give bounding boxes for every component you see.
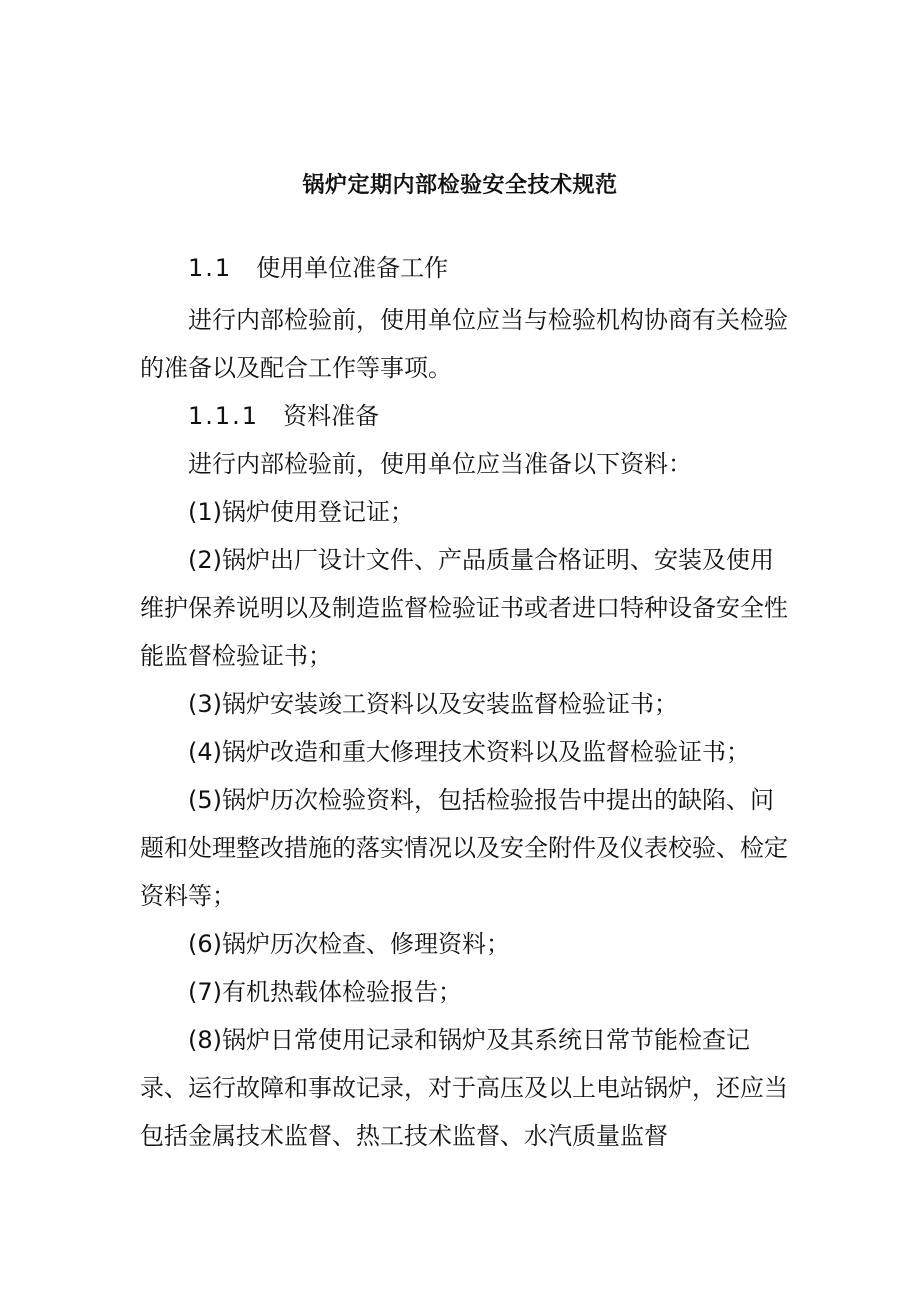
section-heading-1-1 <box>140 244 790 292</box>
section-title: 资料准备 <box>283 402 380 430</box>
section-number: 1.1.1 <box>188 402 260 430</box>
list-item: (3)锅炉安装竣工资料以及安装监督检验证书； <box>188 690 678 718</box>
list-item: (1)锅炉使用登记证； <box>188 498 414 526</box>
list-item: (5)锅炉历次检验资料，包括检验报告中提出的缺陷、问题和处理整改措施的落实情况以及安全附件及仪表校验、检定资料等； <box>140 786 788 910</box>
section-number: 1.1 <box>188 254 233 282</box>
list-item: (6)锅炉历次检查、修理资料； <box>188 930 510 958</box>
document-title: 锅炉定期内部检验安全技术规范 <box>302 173 618 198</box>
list-item: (4)锅炉改造和重大修理技术资料以及监督检验证书； <box>188 738 750 766</box>
list-item: (7)有机热载体检验报告； <box>188 978 462 1006</box>
list-item: (2)锅炉出厂设计文件、产品质量合格证明、安装及使用维护保养说明以及制造监督检验证书或者进口特种设备安全性能监督检验证书； <box>140 546 788 670</box>
section-heading-1-1-1 <box>140 392 790 440</box>
list-item: (8)锅炉日常使用记录和锅炉及其系统日常节能检查记录、运行故障和事故记录，对于高压及以上电站锅炉，还应当包括金属技术监督、热工技术监督、水汽质量监督 <box>140 1026 788 1150</box>
document-body <box>140 244 790 1160</box>
materials-intro-paragraph: 进行内部检验前，使用单位应当准备以下资料： <box>188 450 692 478</box>
intro-paragraph: 进行内部检验前，使用单位应当与检验机构协商有关检验的准备以及配合工作等事项。 <box>140 306 788 382</box>
section-title: 使用单位准备工作 <box>256 254 449 282</box>
